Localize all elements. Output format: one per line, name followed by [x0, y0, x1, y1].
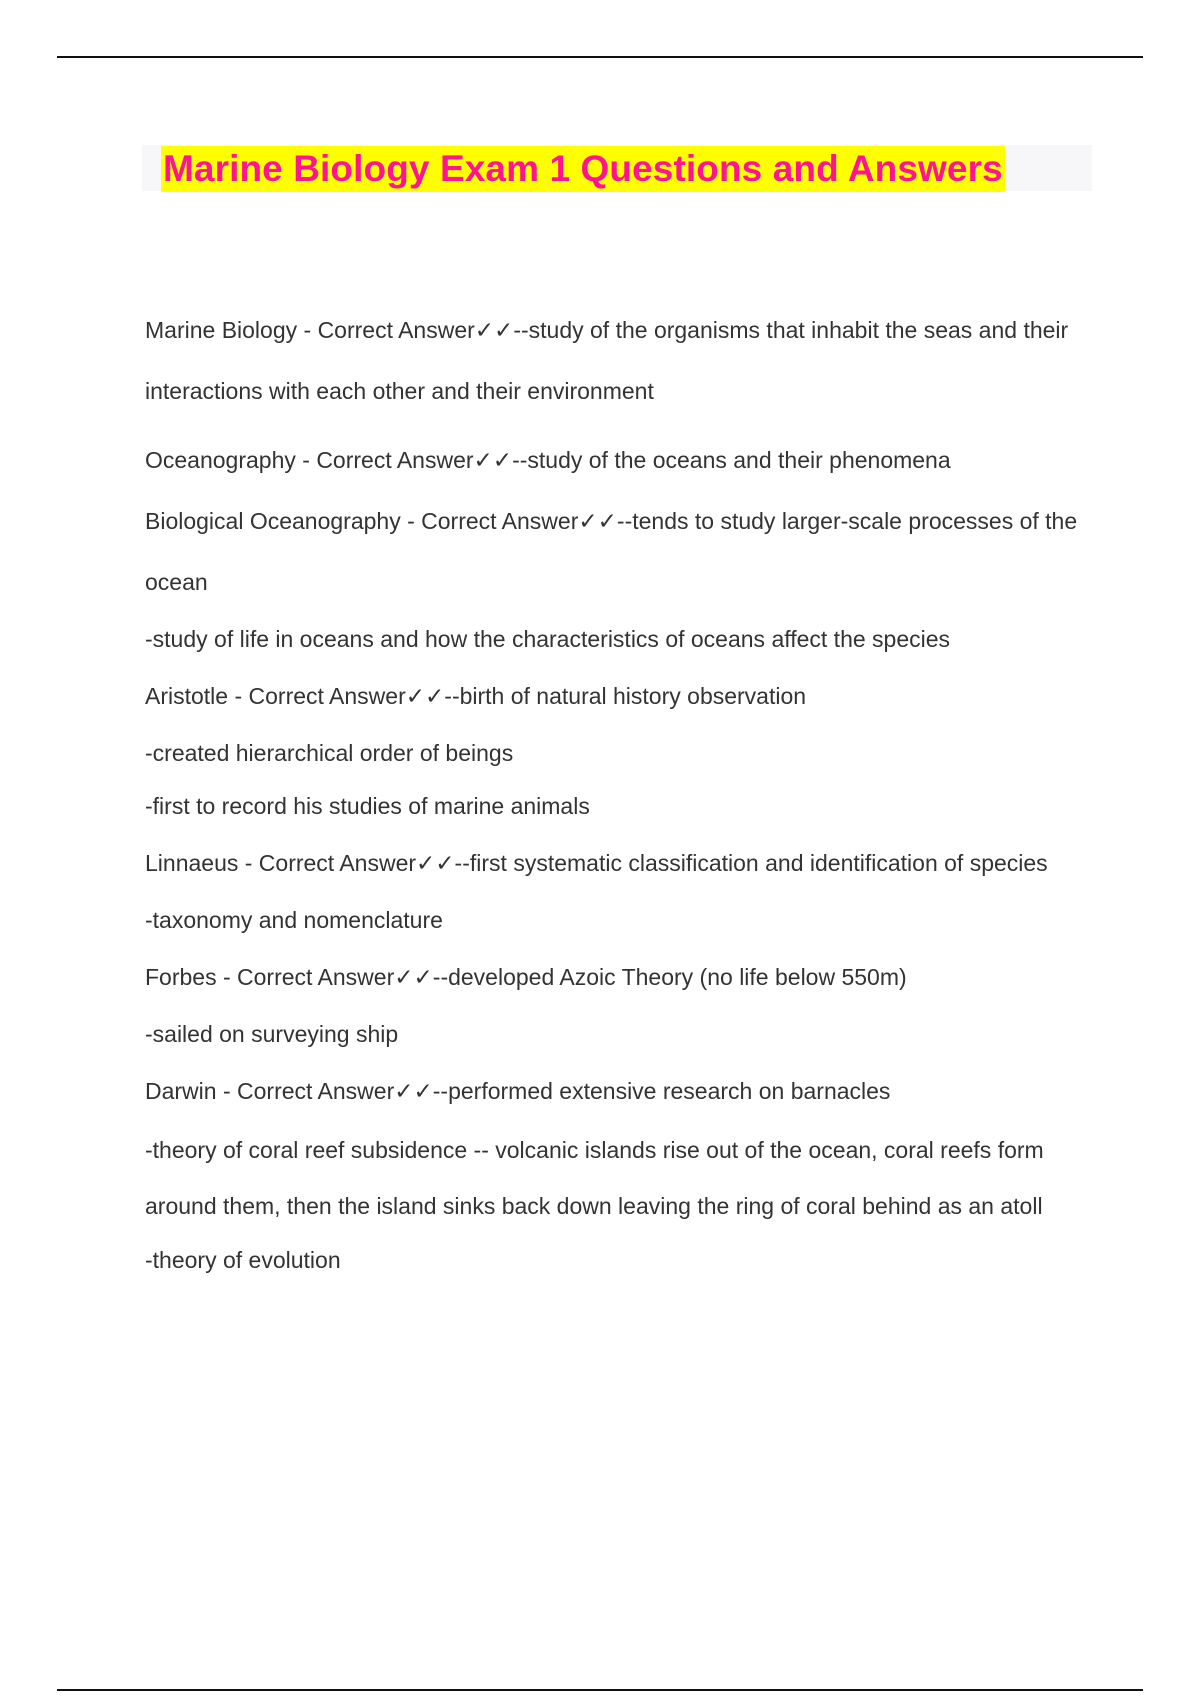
entry-forbes: Forbes - Correct Answer✓✓--developed Azoic Theory (no life below 550m) — [145, 964, 907, 990]
note-aristotle-2: -first to record his studies of marine animals — [145, 793, 590, 819]
document-title: Marine Biology Exam 1 Questions and Answers — [161, 146, 1005, 192]
note-aristotle-1: -created hierarchical order of beings — [145, 740, 514, 766]
note-biological-oceanography-1: -study of life in oceans and how the characteristics of oceans affect the species — [145, 626, 951, 652]
note-forbes-1: -sailed on surveying ship — [145, 1021, 399, 1047]
header-rule — [57, 56, 1143, 58]
note-linnaeus-1: -taxonomy and nomenclature — [145, 907, 443, 933]
entry-oceanography: Oceanography - Correct Answer✓✓--study of the oceans and their phenomena — [145, 447, 951, 473]
entry-linnaeus: Linnaeus - Correct Answer✓✓--first systematic classification and identification of species — [145, 850, 1048, 876]
note-darwin-1: -theory of coral reef subsidence -- volcanic islands rise out of the ocean, coral reefs form around them, then the island sinks back down leaving the ring of coral behind as an atoll — [145, 1137, 1044, 1219]
footer-rule — [57, 1689, 1143, 1691]
entry-biological-oceanography: Biological Oceanography - Correct Answer✓✓--tends to study larger-scale processes of the ocean — [145, 508, 1078, 595]
entry-darwin: Darwin - Correct Answer✓✓--performed extensive research on barnacles — [145, 1078, 891, 1104]
entry-aristotle: Aristotle - Correct Answer✓✓--birth of natural history observation — [145, 683, 807, 709]
entry-marine-biology: Marine Biology - Correct Answer✓✓--study of the organisms that inhabit the seas and their interactions with each other and their environment — [145, 317, 1069, 404]
note-darwin-2: -theory of evolution — [145, 1247, 341, 1273]
document-body — [145, 300, 1095, 1287]
